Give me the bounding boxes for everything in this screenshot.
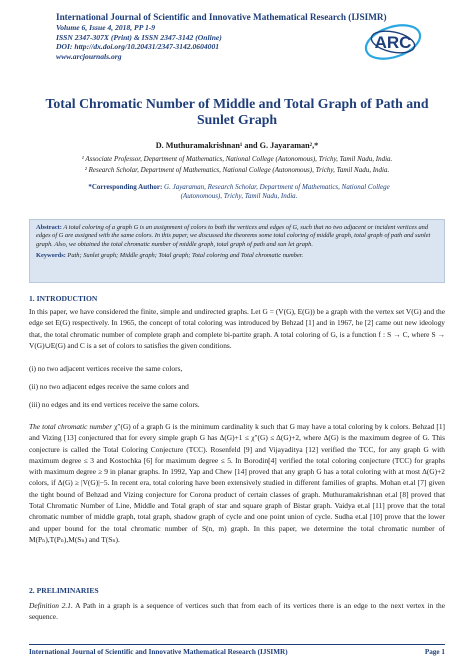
journal-issn: ISSN 2347-307X (Print) & ISSN 2347-3142 (Online) xyxy=(56,32,222,42)
keywords-label: Keywords: xyxy=(36,252,66,260)
affiliation-2: ² Research Scholar, Department of Mathematics, National College (Autonomous), Trichy, Tamil Nadu, India. xyxy=(84,166,390,174)
abstract-box xyxy=(29,219,445,283)
section-heading-preliminaries: 2. PRELIMINARIES xyxy=(29,586,99,595)
footer-journal: International Journal of Scientific and Innovative Mathematical Research (IJSIMR) xyxy=(29,648,288,656)
section-heading-introduction: 1. INTRODUCTION xyxy=(29,294,98,303)
intro-paragraph-2 xyxy=(29,421,445,545)
footer-divider xyxy=(29,644,445,645)
paper-title: Total Chromatic Number of Middle and Total Graph of Path and Sunlet Graph xyxy=(45,96,429,127)
arc-logo-icon xyxy=(362,18,424,62)
corresponding-text: G. Jayaraman, Research Scholar, Department of Mathematics, National College (Autonomous), Trichy, Tamil Nadu, India. xyxy=(162,183,390,200)
paper-authors: D. Muthuramakrishnan¹ and G. Jayaraman²,* xyxy=(155,141,319,150)
corresponding-label: *Corresponding Author: xyxy=(88,183,163,191)
intro-paragraph-2-text: χ″(G) of a graph G is the minimum cardinality k such that G may have a total coloring by k colors. Behzad [1] and Vizing [13] conjectured that for every simple graph G has Δ(G)+1 ≤ χ″(G) ≤ Δ(G)+2, where Δ(G) is the maximum degree of G. This conjecture is called the Total Coloring Conjecture (TCC). Rosenfeld [9] and Vijayaditya [12] verified the TCC, for any graph G with maximum degree ≤ 3 and Kostochka [6] for maximum degree ≤ 5. In Borodin[4] verified the total coloring conjecture (TCC) for graphs with maximum degree ≥ 9 in planar graphs. In 1992, Yap and Chew [14] proved that any graph G has a total coloring with at most Δ(G)+2 colors, if Δ(G) ≥ |V(G)|−5. In recent era, total coloring have been extensively studied in different families of graphs. Mohan et.al [7] given the tight bound of Behzad and Vizing conjecture for Corona product of certain classes of graph. Muthuramakrishnan et.al [8] proved that Total Chromatic Number of Line, Middle and Total graph of star and square graph of Bistar graph. Vaidya et.al [11] prove that the total chromatic number of middle graph, total graph, shadow graph of cycle and one point union of cycle. Sudha et.al [10] prove that the lower and upper bound for the total chromatic number of S(n, m) graph. In this paper, we determine the total chromatic number of M(Pₙ),T(Pₙ),M(Sₙ) and T(Sₙ). xyxy=(29,422,445,544)
journal-header xyxy=(56,12,387,61)
footer-page-number: Page 1 xyxy=(424,648,445,656)
abstract-text: A total coloring of a graph G is an assignment of colors to both the vertices and edges of G, such that no two adjacent or incident vertices and edges of G are assigned with the same colors. In this paper, we discussed the theorems some total coloring of middle graph, total graph of path and sunlet graph. Also, we obtained the total chromatic number of middle graph, total graph of path and sun let graph. xyxy=(36,224,431,248)
corresponding-author xyxy=(70,183,408,201)
journal-volume: Volume 6, Issue 4, 2018, PP 1-9 xyxy=(56,23,156,32)
abstract-label: Abstract: xyxy=(36,224,62,231)
journal-doi: DOI: http://dx.doi.org/10.20431/2347-3142.0604001 xyxy=(56,42,220,52)
journal-name: International Journal of Scientific and Innovative Mathematical Research (IJSIMR) xyxy=(56,12,387,22)
condition-item: (iii) no edges and its end vertices receive the same colors. xyxy=(29,400,200,409)
intro-paragraph-1: In this paper, we have considered the finite, simple and undirected graphs. Let G = (V(G), E(G)) be a graph with the vertex set V(G) and the edge set E(G) respectively. In 1965, the concept of total coloring was introduced by Behzad [1] and in 1967, he [2] came out new ideology that, the total chromatic number of complete graph and complete bi-partite graph. A total coloring of G, is a function f : S → C, where S → V(G)∪E(G) and C is a set of colors to satisfies the given conditions. xyxy=(29,307,445,350)
journal-website: www.arcjournals.org xyxy=(56,51,122,61)
page-footer xyxy=(29,648,445,656)
affiliation-1: ¹ Associate Professor, Department of Mathematics, National College (Autonomous), Trichy, Tamil Nadu, India. xyxy=(81,155,393,163)
logo-text: ARC xyxy=(374,33,412,52)
condition-item: (i) no two adjacent vertices receive the same colors, xyxy=(29,364,183,373)
condition-item: (ii) no two adjacent edges receive the same colors and xyxy=(29,382,189,391)
definition-label: Definition 2.1. xyxy=(29,601,73,610)
intro-emphasis: The total chromatic number xyxy=(29,422,113,431)
keywords-text: Path; Sunlet graph; Middle graph; Total graph; Total coloring and Total chromatic number. xyxy=(65,252,304,260)
definition-2-1 xyxy=(29,600,445,623)
definition-text: A Path in a graph is a sequence of vertices such that from each of its vertices there is an edge to the next vertex in the sequence. xyxy=(29,601,446,622)
